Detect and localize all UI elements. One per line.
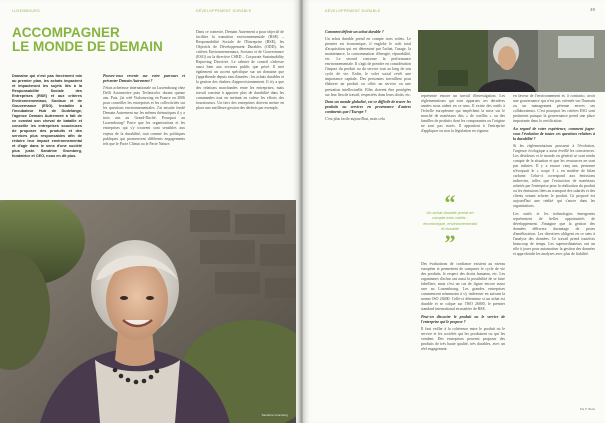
left-column-2	[103, 74, 185, 149]
answer-paragraph: Il faut veiller à la cohérence entre le produit ou le service et les sociétés qui les produisent ou qui les vendent. Des entreprises peuvent proposer des produits de très haute qualité, très durables, avec un réel engagement	[421, 327, 505, 352]
left-column-3	[196, 30, 284, 113]
portrait-illustration	[0, 200, 296, 423]
question-1: Pouvez-vous revenir sur votre parcours et présenter Demain Autrement ?	[103, 74, 185, 84]
pull-quote-text: Un achat durable prend en compte trois volets : économique, environnemental et durable	[423, 210, 477, 232]
interview-illustration	[418, 30, 605, 92]
question-3: Peut-on dissocier le produit ou le service de l'entreprise qui le propose ?	[421, 314, 505, 325]
pull-quote	[421, 190, 479, 255]
running-head-right: DÉVELOPPEMENT DURABLE	[325, 9, 381, 13]
answer-paragraph: représente encore un travail d'investigation. Les réglementations qui sont apparues ces dernières années nous aident en ce sens. Il existe des outils à l'échelle européenne qui empêchent la mise sur le marché de matériaux dits « de conflits » ou des familles de produits dont les composantes ou l'origine ne sont pas tracés. Il appartient à l'entreprise d'appliquer ou non la législation en vigueur.	[421, 94, 505, 134]
answer-paragraph: en faveur de l'environnement et, à contrario, avoir une gouvernance qui n'est pas orientée sur l'humain ou un management pérenne envers ses collaborateurs. C'est pourquoi les critères ESG sont pertinents puisque la gouvernance prend une place importante dans la certification.	[513, 94, 595, 124]
question-1: Comment définir un achat durable ?	[325, 30, 384, 34]
right-column-2-bottom	[421, 262, 505, 355]
right-column-3	[513, 94, 595, 260]
page-title	[12, 26, 202, 54]
lead-paragraph: Domaine qui n'est pas forcément mis au premier plan, les achats impactent et impacteront les sujets liés à la Responsabilité Sociale des Entreprises (RSE) et aux critères Environnementaux, Sociaux et de Gouvernance (ESG). Installée à l'incubateur Hub de Dudelange, l'agence Demain Autrement a fait de ce constat son cheval de bataille et conseille les entreprises soucieuses de proposer des produits et des services plus responsables afin de réduire leur impact environnemental et d'agir dans le sens d'une société plus juste. Sandrine Grumberg, fondatrice et CEO, nous en dit plus.	[12, 74, 82, 158]
portrait-photo	[0, 200, 296, 423]
title-line-1: ACCOMPAGNER	[12, 25, 120, 40]
answer-paragraph: J'étais acheteuse internationale au Luxembourg chez Delfi Automotive puis Technicolor durant quinze ans. Puis, j'ai créé Vialsourcing en France en 2006 pour conseiller les entreprises et les collectivités sur les questions environnementales. J'ai ensuite fondé Demain Autrement sur les mêmes thématiques il y a trois ans au Grand-Duché. Pourquoi au Luxembourg? Parce que les organisations et les entreprises qui s'y trouvent sont sensibles aux enjeux de la durabilité, tout comme les politiques publiques qui promeuvent différents engagements tels que le Pacte Climat ou le Pacte Nature.	[103, 86, 185, 146]
close-quote-icon: ”	[444, 229, 456, 255]
page-number: 49	[589, 7, 595, 12]
question-4: Au regard de votre expérience, comment jugez-vous l'évolution de toutes ces questions relatives à la durabilité ?	[513, 126, 595, 141]
right-page	[303, 0, 605, 423]
photo-credit: Pia P. Beck	[579, 407, 595, 411]
answer-paragraph: C'est plus facile aujourd'hui, mais cela	[325, 117, 385, 122]
right-column-2-top	[421, 94, 505, 137]
running-head-left-center: DÉVELOPPEMENT DURABLE	[196, 9, 252, 13]
question-2: Dans un monde globalisé, est-ce difficile de tracer les produits ou services en provenance d'autres continents que l'Europe ?	[325, 100, 411, 115]
answer-paragraph: Les outils et les technologies émergentes représentent de belles opportunités de développement. J'imagine que la gestion des données délivrera davantage de pistes d'amélioration. Les directives obligent en ce sens à l'analyse des données. Ce travail prend toutefois beaucoup de temps. Les superordinateurs ont un rôle à jouer pour automatiser la gestion des données et approfondir les analyses avec plus de fiabilité.	[513, 212, 595, 257]
left-page	[0, 0, 300, 423]
photo-caption: Sandrine Grumberg	[261, 413, 288, 417]
open-quote-icon: “	[444, 190, 456, 215]
answer-paragraph: Dans ce contexte, Demain Autrement a pour objectif de faciliter la transition environnementale (RSE) – Responsabilité Sociale de l'Entreprise (RSE), les Objectifs de Développement Durables (ODD), les critères Environnementaux, Sociaux et de Gouvernance (ESG) ou la directive CSRD – Corporate Sustainability Reporting Directive. Le cabinet de conseil s'adresse aussi bien aux secteurs public que privé. Il met également un accent spécifique sur un domaine que j'appréhende depuis tant d'années : les achats durables et la gestion des chaînes d'approvisionnement. Il n'y a que des relations marchandes entre les entreprises, mais travail consiste à apporter plus de durabilité dans les commandes tout en mettant en valeur les efforts des fournisseurs. Un tiers des entreprises doivent mettre en place une meilleure gestion des déchets par exemple.	[196, 30, 284, 110]
title-line-2: LE MONDE DE DEMAIN	[12, 39, 163, 54]
answer-paragraph: Des évaluations de confiance existent au niveau européen et permettent de comparer le cycle de vie des produits, le respect des droits humains, etc. Les organismes d'achat ont aussi la possibilité de se faire labelliser, mais c'est un cas de figure encore assez rare au Luxembourg. Les grandes entreprises commencent néanmoins à s'y intéresser en suivant la norme ISO 20400. Celle-ci détermine si un achat est durable et se calque sur l'ISO 26000, le premier standard international en matière de RSE.	[421, 262, 505, 312]
answer-paragraph: Si les réglementations poussent à l'évolution, l'urgence écologique a aussi éveillé les consciences. Les décideurs et le monde en général se sont rendu compte de la situation et que les ressources ne sont pas infinies. Il y a encore cinq ans, personne n'évoquait le « scope 3 » en matière de bilan carbone. Celui-ci correspond aux émissions indirectes, telles que l'extraction de matériaux achetés par l'entreprise pour la réalisation du produit ou les émissions liées au transport des salariés et des clients venant acheter le produit. Ce proposé est aujourd'hui une réalité qui s'ancre dans les organisations.	[513, 143, 595, 209]
interview-photo	[418, 30, 605, 92]
answer-paragraph: Un achat durable prend en compte trois volets. Le premier est économique, il englobe le coût total d'acquisition qui est déterminé par l'achat, l'usage, la maintenance, la consommation d'énergie, réparabilité, etc. Le second concerne la performance environnementale. Il s'agit de prendre en considération l'impact du produit ou du service tout au long de son cycle de vie. Enfin, le volet social revêt une importance capitale. Des personnes travaillent pour élaborer un produit ou offrir un service ou une prestation intellectuelle. Elles doivent être protégées sur leur lieu de travail, respectées dans leurs droits, etc.	[325, 37, 411, 97]
running-head-left: LUXEMBOURG	[12, 9, 41, 13]
right-column-1	[325, 30, 411, 125]
